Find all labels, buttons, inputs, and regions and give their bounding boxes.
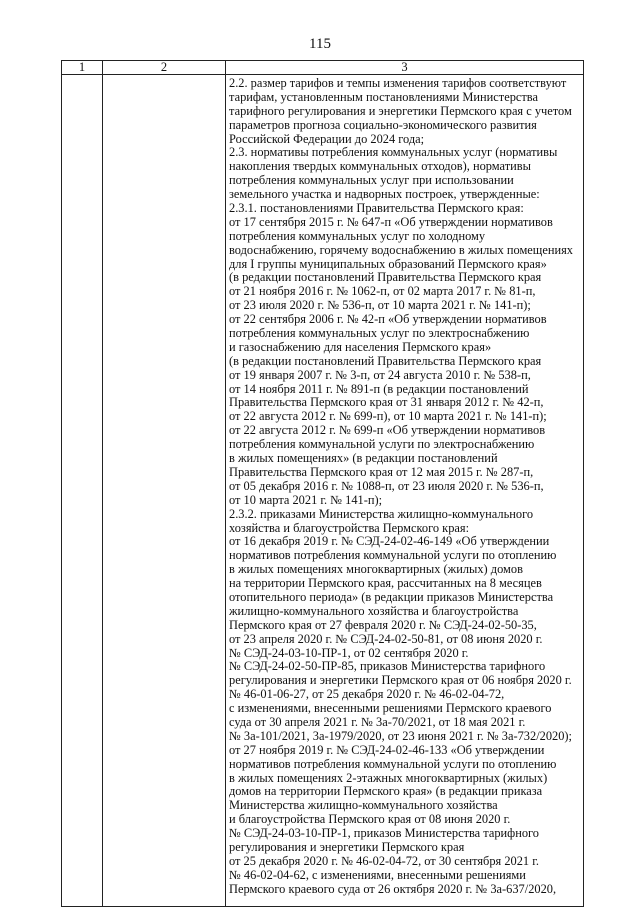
- text-line: № СЭД-24-03-10-ПР-1, от 02 сентября 2020 г.: [229, 645, 469, 660]
- text-line: параметров прогноза социально-экономического развития: [229, 117, 537, 132]
- text-line: на территории Пермского края, рассчитанных на 8 месяцев: [229, 576, 542, 591]
- text-line: в жилых помещениях 2-этажных многоквартирных (жилых): [229, 770, 548, 785]
- text-line: потребления коммунальной услуги по электроснабжению: [229, 437, 535, 452]
- table-row: [62, 75, 584, 907]
- text-line: и благоустройства Пермского края от 08 июня 2020 г.: [229, 812, 511, 827]
- text-line: Правительства Пермского края от 12 мая 2015 г. № 287-п,: [229, 464, 534, 479]
- column-header-2: 2: [103, 61, 226, 75]
- text-line: 2.2. размер тарифов и темпы изменения тарифов соответствуют: [229, 76, 567, 90]
- text-line: в жилых помещениях многоквартирных (жилых) домов: [229, 562, 523, 577]
- text-line: Российской Федерации до 2024 года;: [229, 131, 425, 146]
- column-1-cell: [62, 75, 103, 907]
- text-line: земельного участка и надворных построек, утвержденные:: [229, 187, 540, 202]
- text-line: суда от 30 апреля 2021 г. № 3а-70/2021, от 18 мая 2021 г.: [229, 714, 526, 729]
- column-2-cell: [103, 75, 226, 907]
- text-line: Пермского края от 27 февраля 2020 г. № СЭД-24-02-50-35,: [229, 617, 537, 632]
- text-line: в жилых помещениях» (в редакции постановлений: [229, 451, 498, 466]
- text-line: (в редакции постановлений Правительства Пермского края: [229, 270, 542, 285]
- text-line: с изменениями, внесенными решениями Пермского краевого: [229, 701, 552, 716]
- text-line: регулирования и энергетики Пермского края от 06 ноября 2020 г.: [229, 673, 572, 688]
- text-line: № 46-02-04-62, с изменениями, внесенными решениями: [229, 867, 526, 882]
- text-line: потребления коммунальных услуг по холодному: [229, 228, 486, 243]
- text-line: и газоснабжению для населения Пермского края»: [229, 339, 492, 354]
- column-3-cell: [226, 75, 584, 907]
- text-line: от 27 ноября 2019 г. № СЭД-24-02-46-133 «Об утверждении: [229, 742, 545, 757]
- text-line: отопительного периода» (в редакции приказов Министерства: [229, 589, 554, 604]
- text-line: потребления коммунальных услуг при использовании: [229, 173, 514, 188]
- page-number: 115: [309, 36, 331, 52]
- text-line: № СЭД-24-03-10-ПР-1, приказов Министерства тарифного: [229, 826, 539, 841]
- text-line: от 23 июля 2020 г. № 536-п, от 10 марта 2021 г. № 141-п);: [229, 298, 531, 313]
- text-line: тарифам, установленным постановлениями Министерства: [229, 89, 538, 104]
- header-row: [62, 61, 584, 75]
- text-line: домов на территории Пермского края» (в редакции приказа: [229, 784, 543, 799]
- text-line: 2.3.1. постановлениями Правительства Пермского края:: [229, 201, 524, 216]
- document-table: [61, 60, 584, 907]
- text-line: 2.3. нормативы потребления коммунальных услуг (нормативы: [229, 145, 558, 160]
- text-line: (в редакции постановлений Правительства Пермского края: [229, 353, 542, 368]
- column-header-3: 3: [226, 61, 584, 75]
- text-line: регулирования и энергетики Пермского края: [229, 839, 465, 854]
- text-line: потребления коммунальных услуг по электроснабжению: [229, 326, 530, 341]
- text-line: 2.3.2. приказами Министерства жилищно-коммунального: [229, 506, 534, 521]
- text-line: Правительства Пермского края от 31 января 2012 г. № 42-п,: [229, 395, 544, 410]
- text-line: тарифного регулирования и энергетики Пермского края с учетом: [229, 103, 572, 118]
- text-line: жилищно-коммунального хозяйства и благоустройства: [229, 603, 519, 618]
- text-line: от 25 декабря 2020 г. № 46-02-04-72, от 30 сентября 2021 г.: [229, 853, 539, 868]
- text-line: от 22 сентября 2006 г. № 42-п «Об утверждении нормативов: [229, 312, 547, 327]
- text-line: от 23 апреля 2020 г. № СЭД-24-02-50-81, от 08 июня 2020 г.: [229, 631, 543, 646]
- text-line: от 10 марта 2021 г. № 141-п);: [229, 492, 383, 507]
- text-line: для I группы муниципальных образований Пермского края»: [229, 256, 547, 271]
- text-line: хозяйства и благоустройства Пермского края:: [229, 520, 470, 535]
- text-line: от 19 января 2007 г. № 3-п, от 24 августа 2010 г. № 538-п,: [229, 367, 531, 382]
- text-line: накопления твердых коммунальных отходов), нормативы: [229, 159, 531, 174]
- content-text: [226, 75, 583, 897]
- text-line: от 21 ноября 2016 г. № 1062-п, от 02 марта 2017 г. № 81-п,: [229, 284, 536, 299]
- text-line: от 17 сентября 2015 г. № 647-п «Об утверждении нормативов: [229, 214, 553, 229]
- text-line: от 16 декабря 2019 г. № СЭД-24-02-46-149 «Об утверждении: [229, 534, 550, 549]
- text-line: нормативов потребления коммунальной услуги по отоплению: [229, 756, 557, 771]
- text-line: от 22 августа 2012 г. № 699-п), от 10 марта 2021 г. № 141-п);: [229, 409, 547, 424]
- text-line: Пермского краевого суда от 26 октября 2020 г. № 3а-637/2020,: [229, 881, 557, 896]
- text-line: нормативов потребления коммунальной услуги по отоплению: [229, 548, 557, 563]
- text-line: № 3а-101/2021, 3а-1979/2020, от 23 июня 2021 г. № 3а-732/2020);: [229, 728, 572, 743]
- text-line: Министерства жилищно-коммунального хозяйства: [229, 798, 498, 813]
- text-line: водоснабжению, горячему водоснабжению в жилых помещениях: [229, 242, 573, 257]
- text-line: № 46-01-06-27, от 25 декабря 2020 г. № 46-02-04-72,: [229, 687, 505, 702]
- text-line: № СЭД-24-02-50-ПР-85, приказов Министерства тарифного: [229, 659, 546, 674]
- text-line: от 14 ноября 2011 г. № 891-п (в редакции постановлений: [229, 381, 529, 396]
- text-line: от 22 августа 2012 г. № 699-п «Об утверждении нормативов: [229, 423, 546, 438]
- column-header-1: 1: [62, 61, 103, 75]
- text-line: от 05 декабря 2016 г. № 1088-п, от 23 июля 2020 г. № 536-п,: [229, 478, 544, 493]
